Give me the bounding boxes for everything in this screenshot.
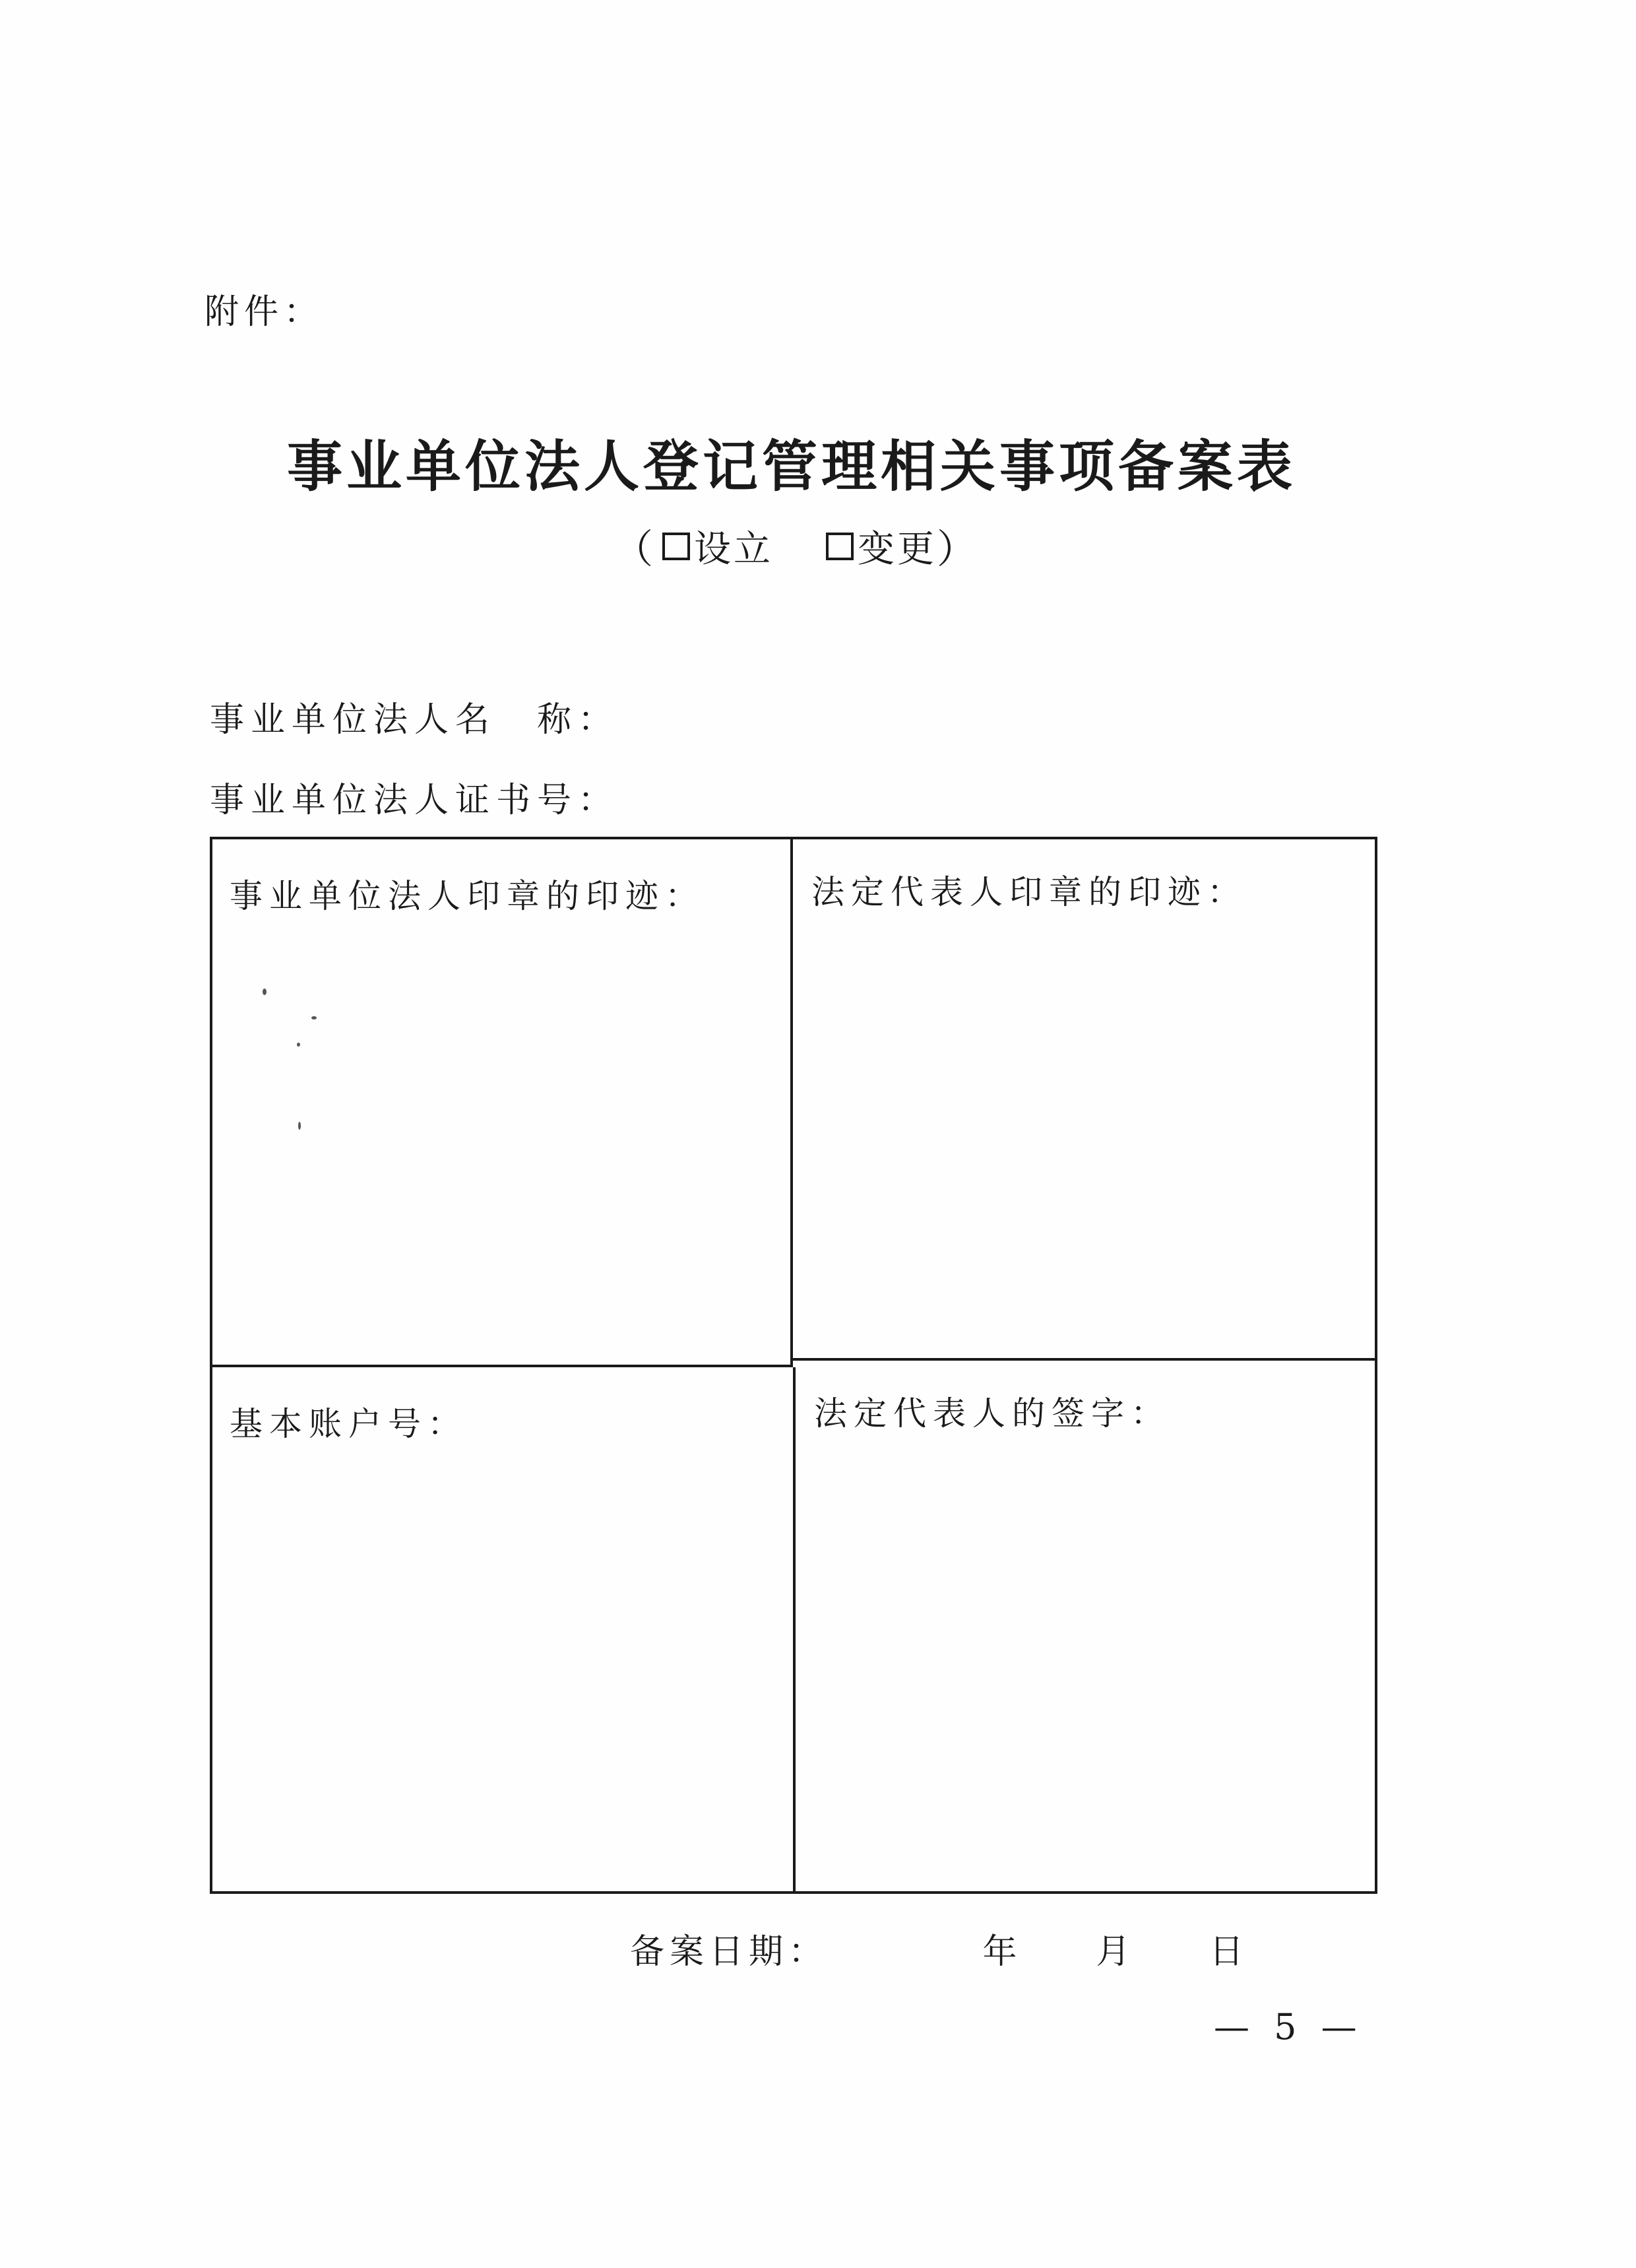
representative-seal-label: 法定代表人印章的印迹： xyxy=(811,873,1247,911)
attachment-label: 附件： xyxy=(204,292,324,332)
scan-speck xyxy=(298,1122,301,1130)
close-paren: ） xyxy=(937,527,979,573)
setup-option-label: 设立 xyxy=(694,528,773,571)
month-unit: 月 xyxy=(1096,1932,1136,1972)
representative-signature-label: 法定代表人的签字： xyxy=(814,1394,1170,1433)
unit-seal-label: 事业单位法人印章的印迹： xyxy=(230,877,705,915)
scan-speck xyxy=(263,988,267,995)
filing-date-label: 备案日期： xyxy=(630,1932,829,1972)
filing-date xyxy=(630,1924,1323,1973)
form-title: 事业单位法人登记管理相关事项备案表 xyxy=(286,434,1296,499)
unit-seal-cell[interactable] xyxy=(212,839,793,1367)
basic-account-label: 基本账户号： xyxy=(230,1405,467,1443)
scan-speck xyxy=(297,1043,300,1047)
certificate-number-label: 事业单位法人证书号： xyxy=(210,781,619,820)
unit-name-label: 事业单位法人名 称： xyxy=(210,700,619,740)
page-number: — 5 — xyxy=(1214,2006,1364,2048)
open-paren: （ xyxy=(614,527,656,573)
change-option-label: 变更 xyxy=(858,528,937,571)
representative-signature-cell[interactable] xyxy=(796,1361,1375,1891)
setup-checkbox[interactable] xyxy=(662,533,690,560)
basic-account-cell[interactable] xyxy=(212,1367,796,1891)
filing-type-options xyxy=(614,520,983,573)
filing-table xyxy=(210,837,1377,1894)
day-unit: 日 xyxy=(1209,1932,1249,1972)
change-checkbox[interactable] xyxy=(826,533,854,560)
representative-seal-cell[interactable] xyxy=(793,839,1375,1361)
year-unit: 年 xyxy=(982,1932,1022,1972)
scan-speck xyxy=(311,1016,317,1020)
